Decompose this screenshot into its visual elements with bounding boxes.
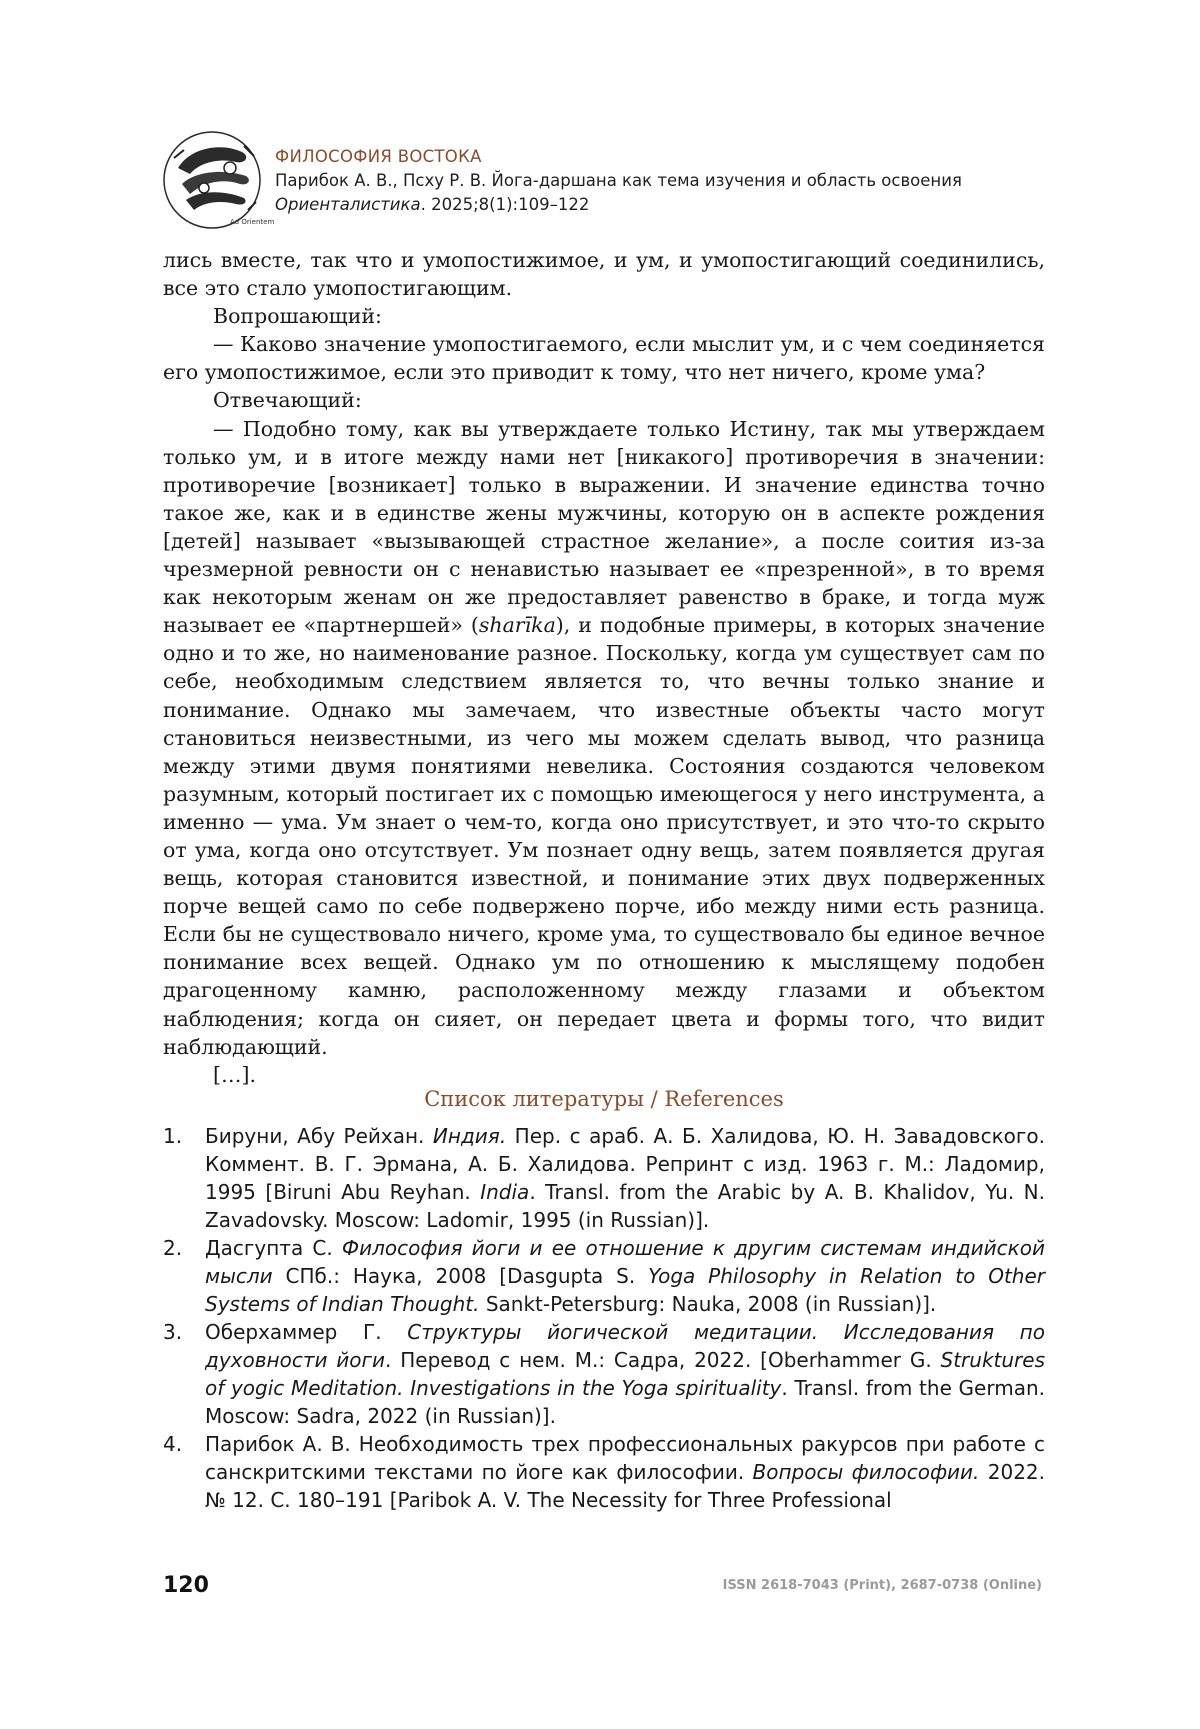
reference-item [163,1234,1045,1318]
reference-number: 1. [163,1124,183,1148]
ref-text: Пер. с араб. А. Б. Халидова, Ю. Н. Завадовского. Коммент. В. Г. Эрмана, А. Б. Халидова. Репринт с изд. 1963 г. М.: Ладомир, 1995 [Biruni Abu Reyhan. [205,1124,1046,1204]
ref-title: India [480,1180,530,1204]
ref-text: . Transl. from the Arabic by A. B. Khalidov, Yu. N. Zavadovsky. Moscow: Ladomir, 1995 (in Russian)]. [205,1180,1045,1232]
references-list [163,1122,1045,1514]
journal-citation [275,193,962,217]
reference-number: 4. [163,1432,183,1456]
article-authors-title: Парибок А. В., Псху Р. В. Йога-даршана как тема изучения и область освоения [275,171,962,190]
ref-text: . Transl. from the German. Moscow: Sadra, 2022 (in Russian)]. [205,1376,1045,1428]
ref-title: Yoga Philosophy in Relation to Other Systems of Indian Thought. [205,1264,1045,1316]
references-heading: Список литературы / References [424,1087,784,1111]
ref-text: 2022. № 12. С. 180–191 [Paribok A. V. The Necessity for Three Professional [205,1460,1045,1512]
sanskrit-term: sharīka [478,613,556,638]
paragraph: — Каково значение умопостигаемого, если мыслит ум, и с чем соединяется его умопостижимое, если это приводит к тому, что нет ничего, кроме ума? [163,332,1045,385]
paragraph [163,415,1045,1061]
citation-volume: . 2025;8(1):109–122 [420,195,590,214]
ref-title: Индия. [432,1124,507,1148]
ref-text: Парибок А. В. Необходимость трех профессиональных ракурсов при работе с санскритскими текстами по йоге как философии. [205,1432,1045,1484]
journal-title: ФИЛОСОФИЯ ВОСТОКА [275,147,482,166]
reference-item [163,1122,1045,1234]
ref-text: Дасгупта С. [205,1236,342,1260]
ref-title: Struktures of yogic Meditation. Investigations in the Yoga spirituality [205,1348,1045,1400]
citation-journal-name: Ориенталистика [275,195,421,214]
svg-text:Ad Orientem: Ad Orientem [230,218,275,226]
reference-item [163,1318,1045,1430]
text-run: — Подобно тому, как вы утверждаете только Истину, так мы утверждаем только ум, и в итоге между нами нет [никакого] противоречия в значении: противоречие [возникает] только в выражении. И значение единства точно такое же, как и в единстве жены мужчины, которую он в аспекте рождения [детей] называет «вызывающей страстное желание», а после соития из-за чрезмерной ревности он с ненавистью называет ее «презренной», в то время как некоторым женам он же предоставляет равенство в браке, и тогда муж называет ее «партнершей» ( [163,416,1045,638]
ref-text: Оберхаммер Г. [205,1320,408,1344]
text-run: ), и подобные примеры, в которых значение одно и то же, но наименование разное. Поскольку, когда ум существует сам по себе, необходимым следствием является то, что вечны только знание и понимание. Однако мы замечаем, что известные объекты часто могут становиться неизвестными, из чего мы можем сделать вывод, что разница между этими двумя понятиями невелика. Состояния создаются человеком разумным, который постигает их с помощью имеющегося у него инструмента, а именно — ума. Ум знает о чем-то, когда оно присутствует, и это что-то скрыто от ума, когда оно отсутствует. Ум познает одну вещь, затем появляется другая вещь, которая становится известной, и понимание этих двух подверженных порче вещей само по себе подвержено порче, ибо между ними есть разница. Если бы не существовало ничего, кроме ума, то существовало бы единое вечное понимание всех вещей. Однако ум по отношению к мыслящему подобен драгоценному камню, расположенному между глазами и объектом наблюдения; когда он сияет, он передает цвета и формы того, что видит наблюдающий. [163,613,1045,1059]
ellipsis: […]. [213,1062,257,1087]
reference-number: 3. [163,1320,183,1344]
reference-number: 2. [163,1236,183,1260]
ref-title: Структуры йогической медитации. Исследования по духовности йоги [205,1320,1045,1372]
ref-text: Бируни, Абу Рейхан. [205,1124,433,1148]
ref-text: . Перевод с нем. М.: Садра, 2022. [Oberhammer G. [385,1348,941,1372]
reference-item [163,1430,1045,1514]
issn-footer: ISSN 2618-7043 (Print), 2687-0738 (Online) [722,1578,1042,1593]
ref-text: Sankt-Petersburg: Nauka, 2008 (in Russian)]. [479,1292,937,1316]
journal-logo-icon [160,128,275,232]
page-number: 120 [163,1573,209,1598]
ref-title: Вопросы философии. [752,1460,980,1484]
ref-text: СПб.: Наука, 2008 [Dasgupta S. [272,1264,649,1288]
header-text [275,145,962,217]
running-header [160,128,1060,228]
speaker-label: Вопрошающий: [213,304,382,329]
paragraph: лись вместе, так что и умопостижимое, и ум, и умопостигающий соединились, все это стало умопостигающим. [163,248,1045,301]
speaker-label: Отвечающий: [213,388,362,413]
main-text [163,246,1045,1089]
ref-title: Философия йоги и ее отношение к другим системам индийской мысли [205,1236,1045,1288]
